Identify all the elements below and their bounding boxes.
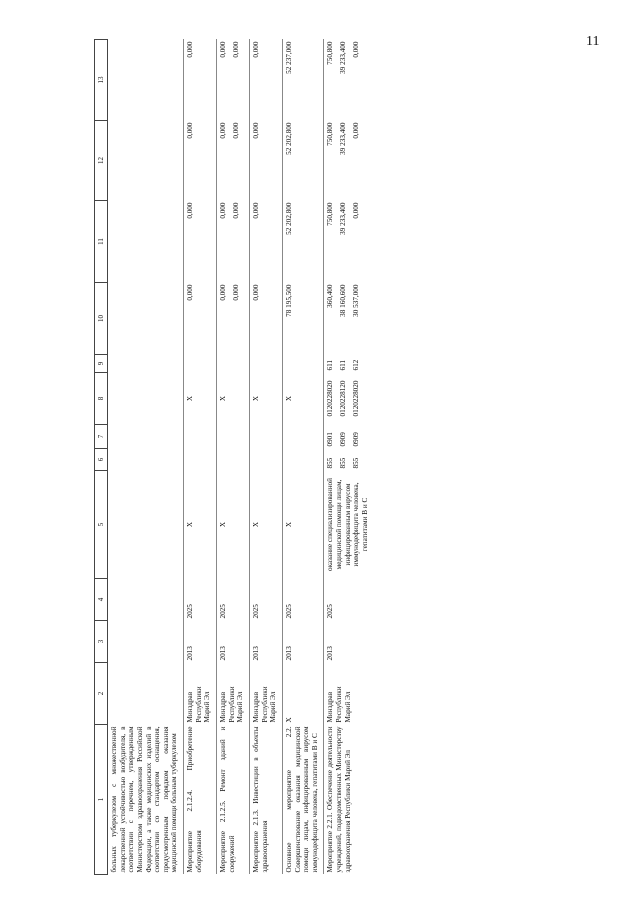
column-header-3: 3 <box>95 621 108 663</box>
column-header-7: 7 <box>95 425 108 449</box>
cell-col-12: 0,000 0,000 <box>217 121 250 201</box>
cell-col-10: 0,000 <box>184 283 217 355</box>
cell-col-6 <box>108 449 184 471</box>
table-row <box>184 40 217 875</box>
cell-col-9 <box>217 355 250 373</box>
cell-col-3: 2013 <box>184 621 217 663</box>
cell-col-13: 0,000 <box>249 40 282 121</box>
table-row <box>282 40 324 875</box>
column-header-1: 1 <box>95 725 108 875</box>
column-header-11: 11 <box>95 201 108 283</box>
table-body <box>108 40 374 875</box>
cell-col-9: 611 611 612 <box>324 355 374 373</box>
cell-col-7 <box>282 425 324 449</box>
cell-col-5: X <box>249 471 282 579</box>
cell-col-12: 0,000 <box>249 121 282 201</box>
rotated-table-container <box>94 40 639 875</box>
budget-table <box>94 39 374 875</box>
table-row <box>108 40 184 875</box>
cell-col-12 <box>108 121 184 201</box>
cell-col-10: 0,000 <box>249 283 282 355</box>
cell-col-13: 0,000 0,000 <box>217 40 250 121</box>
cell-col-10: 0,000 0,000 <box>217 283 250 355</box>
cell-col-8: X <box>184 373 217 425</box>
header-row <box>95 40 108 875</box>
column-header-4: 4 <box>95 579 108 621</box>
column-header-2: 2 <box>95 663 108 725</box>
cell-col-10 <box>108 283 184 355</box>
cell-col-4: 2025 <box>324 579 374 621</box>
cell-col-6: 855 855 855 <box>324 449 374 471</box>
cell-col-13: 52 237,000 <box>282 40 324 121</box>
column-header-9: 9 <box>95 355 108 373</box>
column-header-6: 6 <box>95 449 108 471</box>
cell-col-4: 2025 <box>184 579 217 621</box>
cell-col-9 <box>249 355 282 373</box>
cell-col-8: X <box>282 373 324 425</box>
cell-col-7 <box>249 425 282 449</box>
column-header-5: 5 <box>95 471 108 579</box>
cell-col-1: Мероприятие 2.1.2.5. Ремонт зданий и сооружений <box>217 725 250 875</box>
cell-col-1: Основное мероприятие 2.2. Совершенствование оказания медицинской помощи лицам, инфицированным вирусом иммунодефицита человека, гепатитами B и C <box>282 725 324 875</box>
cell-col-2: Минздрав Республики Марий Эл <box>184 663 217 725</box>
cell-col-1: Мероприятие 2.2.1. Обеспечение деятельности учреждений, подведомственных Министерству здравоохранения Республики Марий Эл <box>324 725 374 875</box>
cell-col-12: 750,800 39 233,400 0,000 <box>324 121 374 201</box>
column-header-13: 13 <box>95 40 108 121</box>
cell-col-3 <box>108 621 184 663</box>
cell-col-7 <box>184 425 217 449</box>
cell-col-3: 2013 <box>282 621 324 663</box>
cell-col-11: 0,000 0,000 <box>217 201 250 283</box>
page-number: 11 <box>586 34 600 49</box>
cell-col-6 <box>249 449 282 471</box>
cell-col-13 <box>108 40 184 121</box>
cell-col-1: Мероприятие 2.1.3. Инвестиции в объекты здравоохранения <box>249 725 282 875</box>
cell-col-3: 2013 <box>217 621 250 663</box>
cell-col-8: 0120228020 0120228120 0120228020 <box>324 373 374 425</box>
cell-col-1: Мероприятие 2.1.2.4. Приобретение оборудования <box>184 725 217 875</box>
cell-col-4 <box>108 579 184 621</box>
column-header-10: 10 <box>95 283 108 355</box>
cell-col-12: 0,000 <box>184 121 217 201</box>
cell-col-12: 52 202,800 <box>282 121 324 201</box>
column-header-8: 8 <box>95 373 108 425</box>
cell-col-13: 0,000 <box>184 40 217 121</box>
cell-col-11: 52 202,800 <box>282 201 324 283</box>
cell-col-5: оказание специализированной медицинской помощи лицам, инфицированным вирусом иммунодефицита человека, гепатитами B и C <box>324 471 374 579</box>
cell-col-6 <box>217 449 250 471</box>
cell-col-7 <box>217 425 250 449</box>
cell-col-4: 2025 <box>249 579 282 621</box>
cell-col-5: X <box>282 471 324 579</box>
cell-col-2: Минздрав Республики Марий Эл <box>217 663 250 725</box>
table-row <box>249 40 282 875</box>
cell-col-5 <box>108 471 184 579</box>
cell-col-11 <box>108 201 184 283</box>
table-row <box>217 40 250 875</box>
cell-col-11: 750,800 39 233,400 0,000 <box>324 201 374 283</box>
cell-col-4: 2025 <box>217 579 250 621</box>
cell-col-8: X <box>249 373 282 425</box>
cell-col-9 <box>282 355 324 373</box>
column-header-12: 12 <box>95 121 108 201</box>
cell-col-5: X <box>184 471 217 579</box>
cell-col-1: больных туберкулезом с множественной лекарственной устойчивостью возбудителя, в соответствии с перечнем, утвержденным Министерством здравоохранения Российской Федерации, а также медицинских изделий в соответствии со стандартом оснащения, предусмотренным порядком оказания медицинской помощи больным туберкулезом <box>110 726 179 873</box>
cell-col-2: X <box>282 663 324 725</box>
cell-col-11: 0,000 <box>184 201 217 283</box>
cell-col-9 <box>184 355 217 373</box>
cell-col-2: Минздрав Республики Марий Эл <box>324 663 374 725</box>
cell-col-3: 2013 <box>249 621 282 663</box>
cell-col-11: 0,000 <box>249 201 282 283</box>
cell-col-10: 78 195,500 <box>282 283 324 355</box>
table-row <box>324 40 374 875</box>
cell-col-3: 2013 <box>324 621 374 663</box>
cell-col-4: 2025 <box>282 579 324 621</box>
cell-col-2 <box>108 663 184 725</box>
cell-col-2: Минздрав Республики Марий Эл <box>249 663 282 725</box>
cell-col-9 <box>108 355 184 373</box>
cell-col-6 <box>184 449 217 471</box>
cell-col-5: X <box>217 471 250 579</box>
cell-col-6 <box>282 449 324 471</box>
cell-col-13: 750,800 39 233,400 0,000 <box>324 40 374 121</box>
cell-col-7 <box>108 425 184 449</box>
cell-col-10: 360,400 38 160,600 30 537,000 <box>324 283 374 355</box>
cell-col-7: 0901 0909 0909 <box>324 425 374 449</box>
cell-col-8 <box>108 373 184 425</box>
cell-col-8: X <box>217 373 250 425</box>
